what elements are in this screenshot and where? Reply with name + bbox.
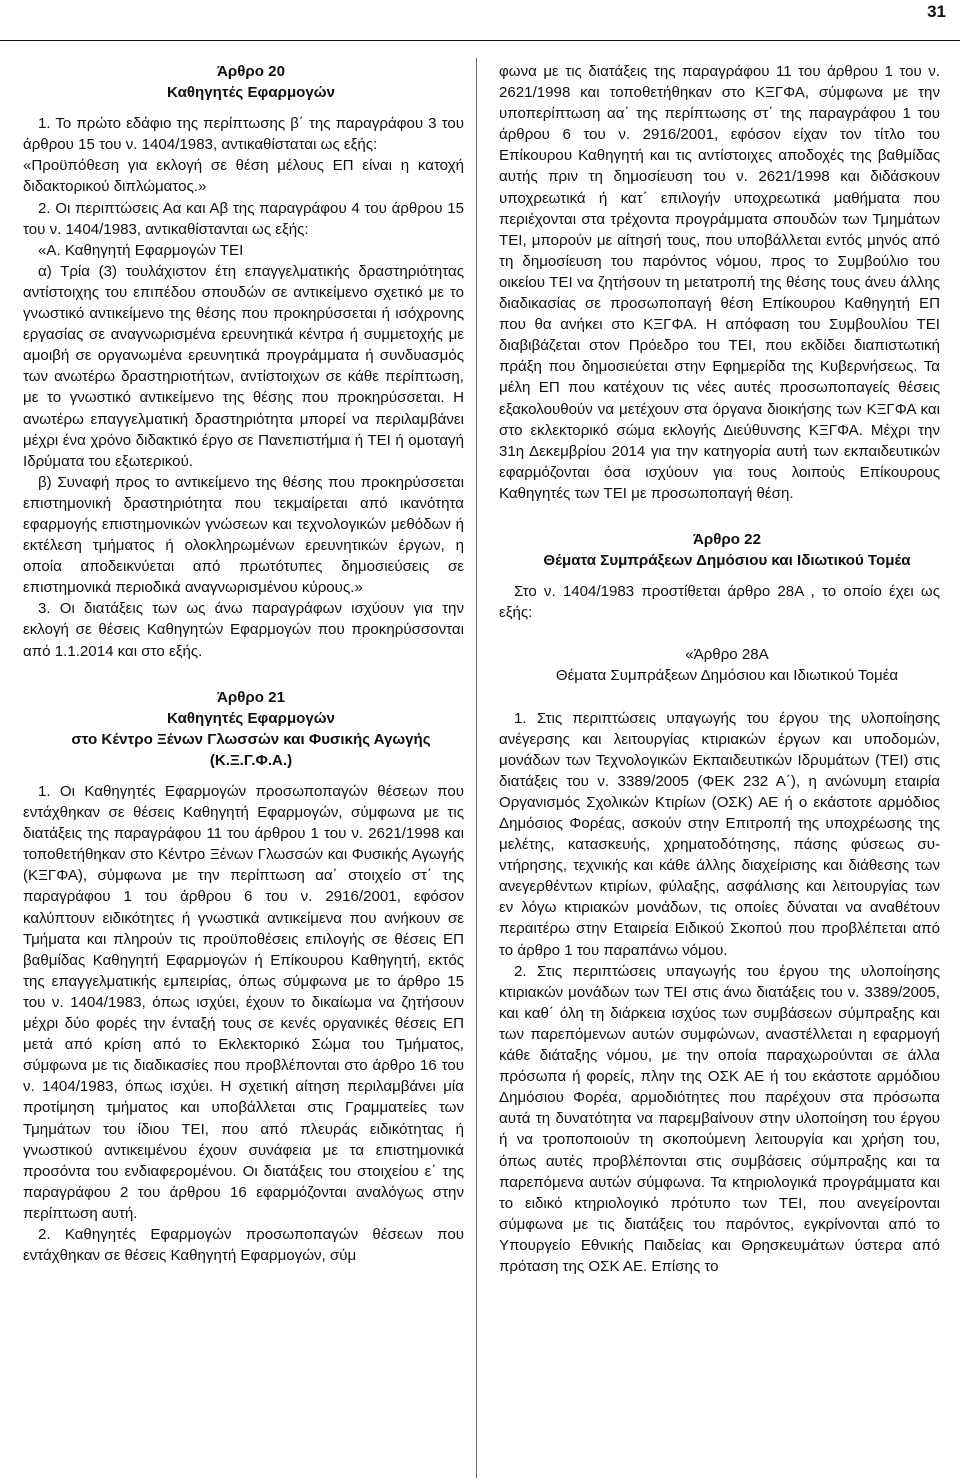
article-20-item-a: α) Τρία (3) τουλάχιστον έτη επαγγελματικής δραστηριότητας αντίστοιχης του επιπέδου σπουδών σε αντικείμενο σχετικό με το γνωστικό αντικείμενο της θέσης που προκηρύσσεται ή ισόχρονης εργασίας σε αναγνωρισμένα ερευνητικά κέντρα ή συμμετοχής με αμοιβή σε οργανωμένα ερευνητικά προγράμματα ή συνδυασμός των ανωτέρω δραστηριοτήτων, αντίστοιχων σε κάθε περίπτωση, με το γνωστικό αντικείμενο της θέσης που προκηρύσσεται. Η ανωτέρω επαγγελματική δραστηριότητα μπορεί να περιλαμβάνει μέχρι ένα χρόνο διδακτικό έργο σε Πανεπιστήμια ή ΤΕΙ ή ομοταγή Ιδρύματα του εξωτερικού.: [23, 262, 464, 470]
article-22-heading: Θέματα Συμπράξεων Δημόσιου και Ιδιωτικού Τομέα: [543, 552, 911, 570]
right-column: [499, 61, 940, 1277]
article-20-title: Άρθρο 20: [217, 63, 285, 80]
article-21-heading-line-1: Καθηγητές Εφαρμογών: [167, 709, 335, 727]
column-divider: [476, 58, 477, 1478]
article-21-title: Άρθρο 21: [217, 688, 285, 706]
article-21-paragraph-2-start: 2. Καθηγητές Εφαρμογών προσωποπαγών θέσεων που εντάχθηκαν σε θέσεις Καθηγητή Εφαρμογών, σύμ: [23, 1225, 464, 1265]
header-rule: [0, 40, 960, 41]
article-21-heading-line-2: στο Κέντρο Ξένων Γλωσσών και Φυσικής Αγωγής: [71, 730, 431, 748]
article-20-quote-2: «Α. Καθηγητή Εφαρμογών ΤΕΙ: [38, 241, 244, 259]
article-20-heading: Καθηγητές Εφαρμογών: [167, 84, 335, 102]
article-21-paragraph-1: 1. Οι Καθηγητές Εφαρμογών προσωποπαγών θέσεων που εντάχθηκαν σε θέσεις Καθηγητή Εφαρμογών, σύμφωνα με τις διατάξεις της παραγράφου 11 του άρθρου 1 του ν. 2621/1998 και τοποθετήθηκαν στο Κέντρο Ξένων Γλωσσών και Φυσικής Αγωγής (ΚΞΓΦΑ), σύμφωνα με την περίπτωση αα΄ στοιχείο στ΄ της παραγράφου 1 του άρθρου 6 του ν. 2916/2001, εφόσον καλύπτουν ειδικότητες ή γνωστικά αντικείμενα που ανήκουν σε Τμήματα και πληρούν τις προϋποθέσεις επιλογής σε θέσεις ΕΠ βαθμίδας Καθηγητή Εφαρμογών ή Επίκουρου Καθηγητή, εκτός της επαγγελματικής εμπειρίας, όπως σύμφωνα με το άρθρο 15 του ν. 1404/1983, όπως ισχύει, έχουν το δικαίωμα να ζητήσουν μέχρι δύο φορές την ένταξή τους σε κενές οργανικές θέσεις ΕΠ μετά από κρίση από το Εκλεκτορικό Σώμα του Τμήματος, σύμφωνα με τις διαδικασίες που προβλέπονται στο άρθρο 16 του ν. 1404/1983, όπως ισχύει. Η σχετική αίτηση περιλαμβάνει μία προτίμηση τμήματος και υποβάλλεται στις Γραμματείες των Τμημάτων του ίδιου ΤΕΙ, που από πλευράς ειδικότητας ή γνωστικού αντικειμένου έχουν συνάφεια με τα επιστημονικά προσόντα του ενδιαφερομένου. Οι διατάξεις του στοιχείου ε΄ της παραγράφου 2 του άρθρου 16 εφαρμόζονται αναλόγως στην περίπτωση αυτή.: [23, 783, 464, 1222]
article-20-paragraph-2: 2. Οι περιπτώσεις Αα και Αβ της παραγράφου 4 του άρθρου 15 του ν. 1404/1983, αντικαθίστανται ως εξής:: [23, 199, 464, 238]
article-20-quote-1: «Προϋπόθεση για εκλογή σε θέση μέλους ΕΠ είναι η κατοχή διδακτορικού διπλώματος.»: [23, 157, 464, 196]
article-20-item-b: β) Συναφή προς το αντικείμενο της θέσης που προκηρύσσεται επιστημονική δραστηριότητα που τεκμαίρεται από ικανότητα εφαρμογής επιστημονικών γνώσεων και τεχνολογικών μεθόδων ή εκτέλεση τμήματος ή ολοκληρωμένων ερευνητικών έργων, η οποία αποδεικνύεται από πρωτότυπες δημοσιεύσεις σε επιστημονικά περιοδικά αναγνωρισμένου κύρους.»: [23, 473, 464, 597]
article-28a-title: «Άρθρο 28Α: [685, 646, 769, 664]
page-number: 31: [927, 2, 946, 21]
article-22-title: Άρθρο 22: [693, 530, 761, 548]
article-21-paragraph-2-continued: φωνα με τις διατάξεις της παραγράφου 11 του άρθρου 1 του ν. 2621/1998 και τοποθετήθηκαν στο ΚΞΓΦΑ, σύμφωνα με την υποπερίπτωση αα΄ της περίπτωσης στ΄ της παραγράφου 1 του άρθρου 6 του ν. 2916/2001, εφόσον είχαν τον τίτλο του Επίκουρου Καθηγητή και τις αντίστοιχες αποδοχές της βαθμίδας αυτής πριν τη δημοσίευση του ν. 2621/1998 και διδάσκουν υποχρεωτικά ή κατ΄ επιλογήν υποχρεωτικά μαθήματα που περιέχονται στα τρέχοντα προγράμματα σπουδών των Τμημάτων ΤΕΙ, μπορούν με αίτησή τους, που υποβάλλεται εντός μηνός από τη δημοσίευση του παρόντος νόμου, προς το Συμβούλιο του οικείου ΤΕΙ να ζητήσουν τη μετατροπή της θέσης τους άνευ άλλης διαδικασίας σε προσωποπαγή θέση Επίκουρου Καθηγητή ΕΠ που θα ανήκει στο ΚΞΓΦΑ. Η απόφαση του Συμβουλίου ΤΕΙ διαβιβάζεται στον Πρόεδρο του ΤΕΙ, που εκδίδει διαπιστωτική πράξη που δημοσιεύεται στην Εφημερίδα της Κυβερνήσεως. Τα μέλη ΕΠ που κατέχουν τις νέες αυτές προσωποπαγείς θέσεις εξακολουθούν να μετέχουν στα όργανα διοικήσης των ΚΞΓΦΑ και στο εκλεκτορικό σώμα εκλογής Διεύθυνσης ΚΞΓΦΑ. Μέχρι την 31η Δεκεμβρίου 2014 για την κατηγορία αυτή των εκπαιδευτικών εφαρμόζονται όσα ισχύουν για τους λοιπούς Επίκουρους Καθηγητές των ΤΕΙ με προσωποπαγή θέση.: [499, 63, 940, 502]
article-28a-heading: Θέματα Συμπράξεων Δημόσιου και Ιδιωτικού Τομέα: [555, 667, 899, 685]
article-20-paragraph-3: 3. Οι διατάξεις των ως άνω παραγράφων ισχύουν για την εκλογή σε θέσεις Καθηγητών Εφαρμογών που προκηρύσσονται από 1.1.2014 και στο εξής.: [23, 600, 464, 660]
article-22-intro: Στο ν. 1404/1983 προστίθεται άρθρο 28Α , το οποίο έχει ως εξής:: [499, 583, 940, 622]
left-column: [23, 61, 464, 1266]
article-20-paragraph-1: 1. Το πρώτο εδάφιο της περίπτωσης β΄ της παραγράφου 3 του άρθρου 15 του ν. 1404/1983, αντικαθίσταται ως εξής:: [23, 115, 464, 154]
article-21-heading-line-3: (Κ.Ξ.Γ.Φ.Α.): [209, 751, 293, 769]
article-28a-paragraph-1: 1. Στις περιπτώσεις υπαγωγής του έργου της υλοποίησης ανέγερσης και λειτουργίας κτιριακών έργων και υποδομών, μονάδων των Τεχνολογικών Εκπαιδευτικών Ιδρυμάτων (ΤΕΙ) στις διατάξεις του ν. 3389/2005 (ΦΕΚ 232 Α΄), η ανώνυμη εταιρία Οργανισμός Σχολικών Κτιρίων (ΟΣΚ) ΑΕ ή ο εκάστοτε αρμόδιος Δημόσιος Φορέας, ασκούν στην Επιτροπή της υποχρέωσης της μελέτης, κατασκευής, χρηματοδότησης, πάσης φύσεως συντήρησης, τεχνικής και κάθε άλλης διαχείρισης και διάθεσης των ανεγερθέντων κτιρίων, φύλαξης, ασφάλισης και λειτουργίας των εν λόγω κτιριακών μονάδων, τις οποίες δύναται να αναθέτουν περαιτέρω στην Εταιρεία Ειδικού Σκοπού που προβλέπεται από το άρθρο 1 του παραπάνω νόμου.: [499, 709, 940, 959]
article-28a-paragraph-2: 2. Στις περιπτώσεις υπαγωγής του έργου της υλοποίησης κτιριακών μονάδων των ΤΕΙ στις άνω διατάξεις του ν. 3389/2005, και καθ΄ όλη τη διάρκεια ισχύος των συμβάσεων σύμπραξης και των παρεπόμενων αυτών συμφώνων, αναστέλλεται η εφαρμογή κάθε διάταξης νόμου, με την οποία παραχωρούνται σε άλλα πρόσωπα ή φορείς, πλην της ΟΣΚ ΑΕ ή του εκάστοτε αρμόδιου Δημόσιου Φορέα, αρμοδιότητες που παρέχουν στα πρόσωπα αυτά τη δυνατότητα να παρεμβαίνουν στην υλοποίηση του έργου ή να τροποποιούν τη σκοπούμενη λειτουργία και χρήση του, όπως αυτές προβλέπονται στις συμβάσεις σύμπραξης και τα παρεπόμενα αυτών σύμφωνα. Τα κτηριολογικά προγράμματα και το ειδικό κτηριολογικό πρότυπο των ΤΕΙ, που ανεγείρονται σύμφωνα με τις διατάξεις του παρόντος, εγκρίνονται από το Υπουργείο Εθνικής Παιδείας και Θρησκευμάτων ύστερα από πρόταση της ΟΣΚ ΑΕ. Επίσης το: [499, 962, 940, 1275]
